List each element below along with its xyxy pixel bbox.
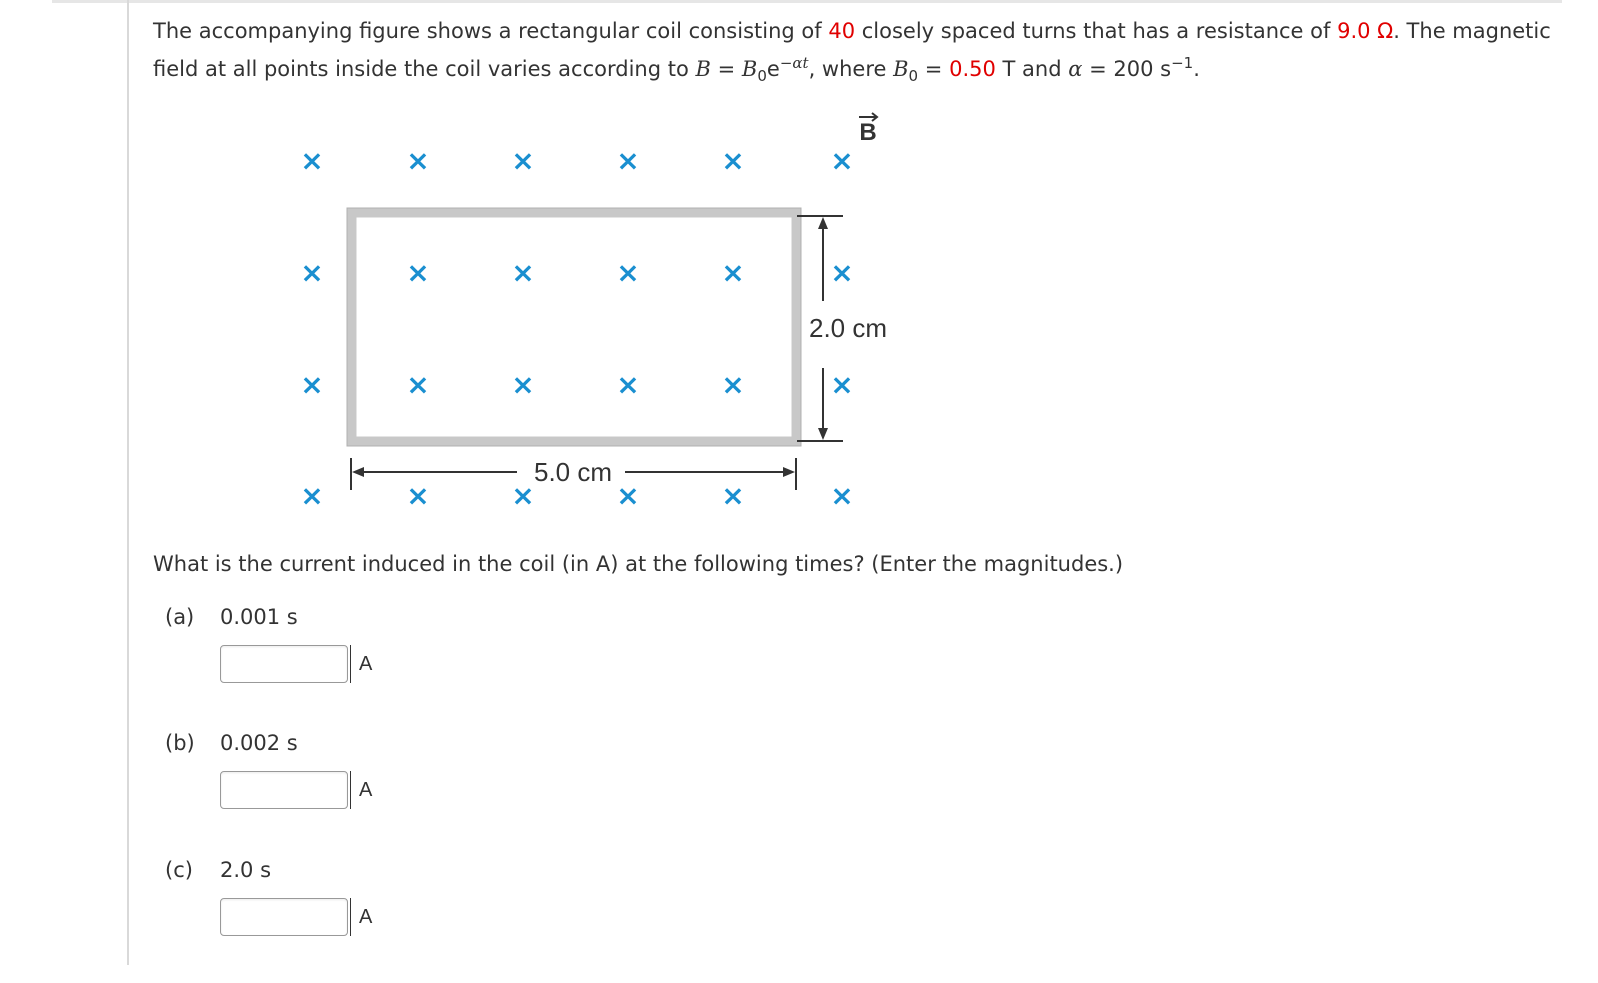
field-x-icon: ×: [721, 256, 745, 289]
height-label: 2.0 cm: [808, 313, 888, 343]
subscript-zero: 0: [908, 67, 919, 86]
field-x-icon: ×: [406, 256, 430, 289]
answer-input-b[interactable]: [220, 771, 348, 809]
alpha-symbol: α: [1068, 57, 1083, 81]
question-part: . The magnetic field at all points inside the coil varies according to: [153, 19, 1551, 81]
arrow-right-icon: [783, 467, 795, 477]
field-x-icon: ×: [616, 256, 640, 289]
prompt-text: What is the current induced in the coil (in A) at the following times? (Enter the magnitudes.): [153, 552, 1124, 576]
field-x-icon: ×: [616, 144, 640, 177]
field-x-icon: ×: [300, 368, 324, 401]
question-part: , where: [808, 57, 887, 81]
part-time: 2.0 s: [220, 858, 272, 882]
turns-value: 40: [828, 19, 856, 43]
question-part: T and: [1002, 57, 1062, 81]
superscript-minus-one: −1: [1171, 54, 1194, 72]
field-x-icon: ×: [830, 144, 854, 177]
top-divider: [52, 0, 1562, 3]
field-label: B: [859, 119, 877, 146]
unit-label-c: A: [350, 898, 372, 936]
unit-label-b: A: [350, 771, 372, 809]
field-x-icon: ×: [616, 368, 640, 401]
field-x-icon: ×: [300, 479, 324, 512]
equals-sign: =: [717, 57, 736, 81]
field-x-icon: ×: [511, 479, 535, 512]
coil-rectangle: [352, 213, 796, 441]
question-part: .: [1193, 57, 1200, 81]
arrow-down-icon: [818, 428, 828, 440]
b-symbol: B: [695, 57, 711, 81]
e-symbol: e: [766, 57, 780, 81]
field-x-icon: ×: [721, 368, 745, 401]
answer-input-a[interactable]: [220, 645, 348, 683]
b0-value: 0.50: [949, 57, 996, 81]
field-x-icon: ×: [300, 256, 324, 289]
part-b: [165, 731, 298, 755]
field-x-icon: ×: [830, 368, 854, 401]
coil-figure: [270, 105, 930, 525]
field-x-icon: ×: [721, 479, 745, 512]
field-x-icon: ×: [406, 144, 430, 177]
unit-label-a: A: [350, 645, 372, 683]
arrow-left-icon: [352, 467, 364, 477]
answer-input-c[interactable]: [220, 898, 348, 936]
part-a: [165, 605, 298, 629]
part-label: (c): [165, 858, 193, 882]
left-divider: [127, 0, 129, 965]
question-text: The accompanying figure shows a rectangular coil consisting of 40 closely spaced turns that has a resistance of 9.0 Ω. The magnetic field at all points inside the coil varies according to $B = B_0e^{-\alpha t}$, where $B_0 = 0.50$ T and α = 200 $s^{-1}$.: [153, 19, 1551, 86]
part-time: 0.001 s: [220, 605, 298, 629]
exponent: −αt: [779, 54, 809, 72]
field-x-icon: ×: [300, 144, 324, 177]
arrow-up-icon: [818, 217, 828, 229]
field-x-icon: ×: [616, 479, 640, 512]
field-x-icon: ×: [406, 368, 430, 401]
width-label: 5.0 cm: [533, 457, 613, 487]
resistance-value: 9.0 Ω: [1337, 19, 1394, 43]
question-part: The accompanying figure shows a rectangular coil consisting of: [153, 19, 822, 43]
field-x-icon: ×: [721, 144, 745, 177]
part-label: (b): [165, 731, 195, 755]
field-x-icon: ×: [511, 144, 535, 177]
question-part: = 200 s: [1089, 57, 1172, 81]
part-c: [165, 858, 271, 882]
field-x-icon: ×: [830, 479, 854, 512]
field-x-icon: ×: [511, 256, 535, 289]
b0-symbol: B: [893, 57, 909, 81]
field-x-icon: ×: [406, 479, 430, 512]
subscript-zero: 0: [757, 67, 767, 86]
question-part: closely spaced turns that has a resistance of: [861, 19, 1331, 43]
part-time: 0.002 s: [220, 731, 298, 755]
part-label: (a): [165, 605, 195, 629]
b0-symbol: B: [741, 57, 758, 81]
field-x-icon: ×: [830, 256, 854, 289]
field-x-icon: ×: [511, 368, 535, 401]
